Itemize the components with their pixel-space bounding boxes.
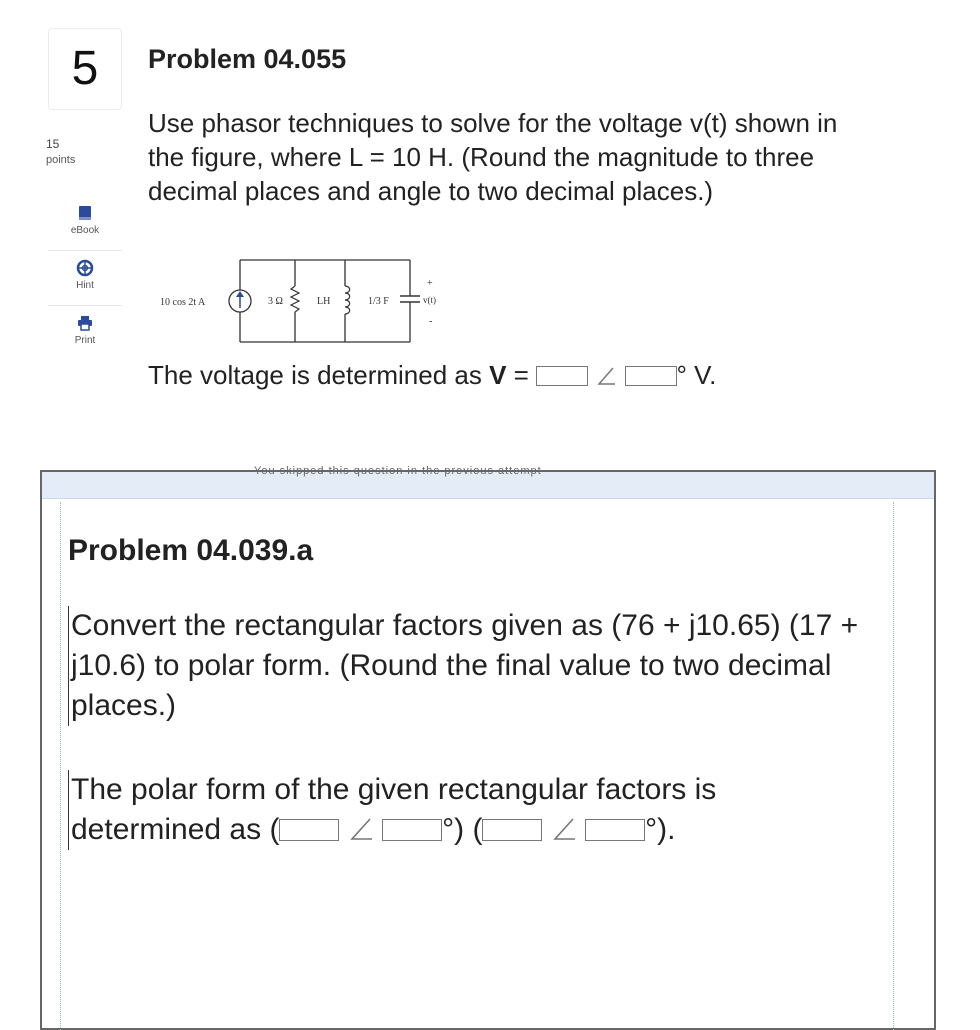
problem-title: Problem 04.055 <box>148 44 347 74</box>
hint-button[interactable] <box>48 251 122 306</box>
lifebuoy-icon <box>76 259 94 277</box>
problem-2-title: Problem 04.039.a <box>68 534 314 567</box>
voltage-label: v(t) <box>423 295 436 305</box>
angle-icon <box>348 817 374 841</box>
points-value: 15 <box>46 137 60 151</box>
answer-equals: = <box>506 360 537 390</box>
minus-sign: - <box>429 316 433 327</box>
inductor-label: LH <box>317 296 331 307</box>
magnitude-1-input[interactable] <box>279 819 339 841</box>
angle-input[interactable] <box>625 366 677 386</box>
panel-header <box>42 465 934 499</box>
circuit-diagram <box>150 250 450 350</box>
answer-2-mid: °) ( <box>442 813 483 846</box>
resistor-label: 3 Ω <box>268 296 283 307</box>
answer-2-prefix: determined as ( <box>71 813 280 846</box>
answer-line-1: The polar form of the given rectangular factors is <box>71 773 717 806</box>
problem-2-answer <box>68 770 891 850</box>
answer-variable: V <box>489 360 507 390</box>
skipped-notice: You skipped this question in the previous attempt <box>254 465 542 477</box>
angle-1-input[interactable] <box>382 819 442 841</box>
answer-unit: ° V. <box>676 360 717 390</box>
inductor-symbol <box>345 286 350 314</box>
print-label: Print <box>74 335 96 346</box>
magnitude-2-input[interactable] <box>482 819 542 841</box>
angle-2-input[interactable] <box>585 819 645 841</box>
answer-prefix: The voltage is determined as <box>148 360 490 390</box>
answer-sentence <box>148 360 716 391</box>
ebook-button[interactable] <box>48 196 122 251</box>
problem-statement: Use phasor techniques to solve for the voltage v(t) shown in the figure, where L = 10 H. (Round the magnitude to three decimal places and angle to two decimal places.) <box>148 108 838 206</box>
capacitor-label: 1/3 F <box>368 296 389 307</box>
points-info <box>46 136 75 168</box>
source-label: 10 cos 2t A <box>160 297 206 308</box>
resistor-symbol <box>291 286 299 312</box>
angle-icon <box>595 366 617 386</box>
ebook-label: eBook <box>70 225 100 236</box>
print-button[interactable] <box>48 306 122 361</box>
tool-column <box>48 196 122 361</box>
angle-icon <box>551 817 577 841</box>
printer-icon <box>76 314 94 332</box>
plus-sign: + <box>427 278 433 289</box>
answer-line-2 <box>71 810 891 850</box>
points-label: points <box>46 154 76 166</box>
magnitude-input[interactable] <box>536 366 588 386</box>
answer-2-suffix: °). <box>645 813 676 846</box>
problem-2-statement: Convert the rectangular factors given as (76 + j10.65) (17 + j10.6) to polar form. (Round the final value to two decimal places.) <box>68 606 861 726</box>
question-number: 5 <box>48 28 122 110</box>
panel-inner-frame <box>60 502 894 1030</box>
book-icon <box>76 204 94 222</box>
hint-label: Hint <box>76 280 94 291</box>
